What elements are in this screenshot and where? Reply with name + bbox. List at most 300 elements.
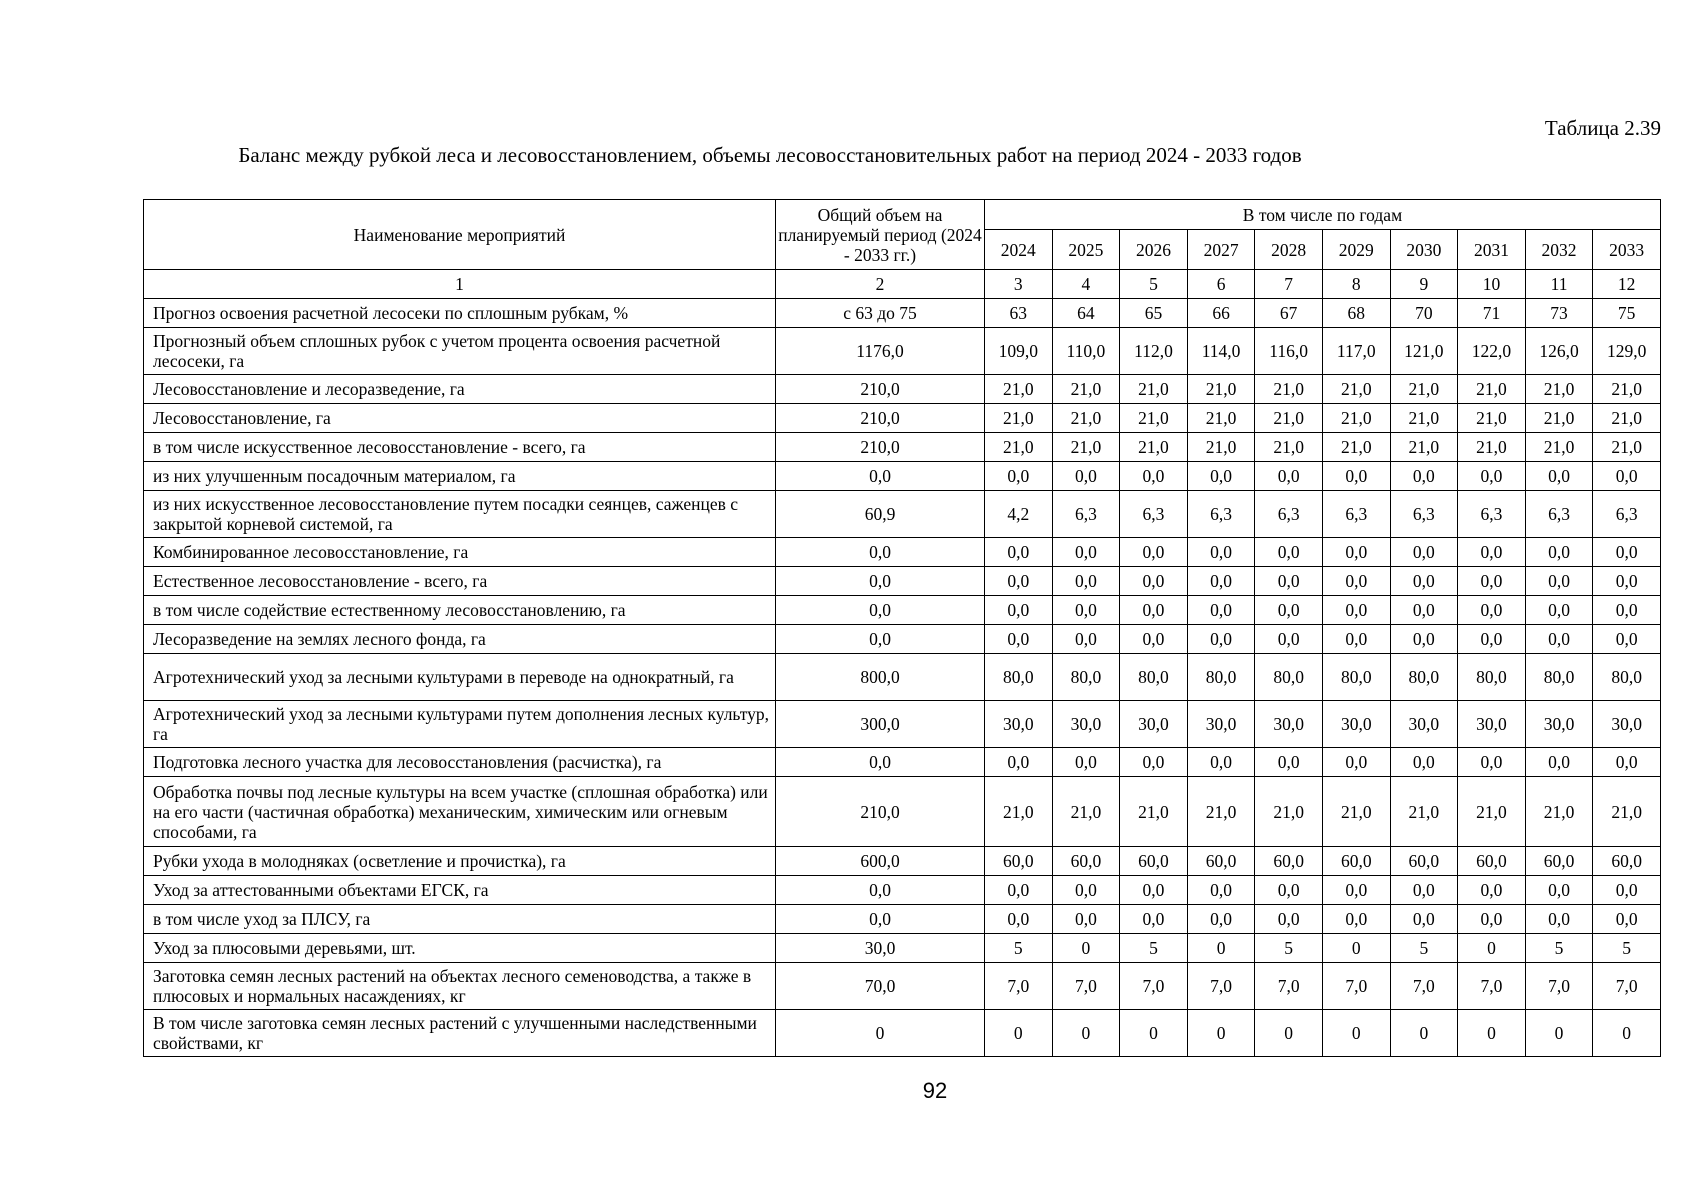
row-year-value: 80,0 [1458,654,1526,701]
row-year-value: 21,0 [1052,433,1120,462]
row-year-value: 7,0 [1593,963,1661,1010]
row-name: Комбинированное лесовосстановление, га [144,538,776,567]
row-total: 210,0 [776,404,985,433]
row-year-value: 7,0 [1525,963,1593,1010]
row-year-value: 6,3 [1120,491,1188,538]
row-year-value: 0,0 [985,538,1053,567]
row-year-value: 5 [1120,934,1188,963]
row-year-value: 110,0 [1052,328,1120,375]
row-year-value: 122,0 [1458,328,1526,375]
header-year: 2028 [1255,230,1323,270]
row-name: Заготовка семян лесных растений на объектах лесного семеноводства, а также в плюсовых и нормальных насаждениях, кг [144,963,776,1010]
row-total: 30,0 [776,934,985,963]
table-row [144,905,1661,934]
row-year-value: 0 [1322,1010,1390,1057]
row-year-value: 6,3 [1525,491,1593,538]
row-year-value: 21,0 [1187,777,1255,847]
row-year-value: 0 [1322,934,1390,963]
row-total: 800,0 [776,654,985,701]
row-total: 0 [776,1010,985,1057]
row-total: 210,0 [776,433,985,462]
row-year-value: 30,0 [1593,701,1661,748]
column-number: 12 [1593,270,1661,299]
row-year-value: 80,0 [1187,654,1255,701]
row-name: в том числе уход за ПЛСУ, га [144,905,776,934]
row-name: Лесоразведение на землях лесного фонда, га [144,625,776,654]
row-year-value: 7,0 [985,963,1053,1010]
row-year-value: 0,0 [1458,625,1526,654]
row-name: Рубки ухода в молодняках (осветление и прочистка), га [144,847,776,876]
row-total: с 63 до 75 [776,299,985,328]
row-year-value: 21,0 [1052,404,1120,433]
row-year-value: 0,0 [1052,905,1120,934]
table-row [144,777,1661,847]
table-row [144,567,1661,596]
row-year-value: 21,0 [1390,777,1458,847]
row-year-value: 126,0 [1525,328,1593,375]
row-name: Прогнозный объем сплошных рубок с учетом процента освоения расчетной лесосеки, га [144,328,776,375]
row-year-value: 75 [1593,299,1661,328]
row-year-value: 80,0 [985,654,1053,701]
row-year-value: 71 [1458,299,1526,328]
row-year-value: 21,0 [1593,777,1661,847]
row-year-value: 21,0 [985,777,1053,847]
row-year-value: 6,3 [1255,491,1323,538]
row-year-value: 30,0 [985,701,1053,748]
row-year-value: 0,0 [1187,625,1255,654]
row-year-value: 80,0 [1255,654,1323,701]
row-year-value: 0,0 [1458,876,1526,905]
row-year-value: 0,0 [1322,905,1390,934]
header-year: 2029 [1322,230,1390,270]
row-year-value: 21,0 [1593,433,1661,462]
row-year-value: 0,0 [1322,876,1390,905]
row-year-value: 0,0 [1458,567,1526,596]
row-year-value: 21,0 [1322,777,1390,847]
row-total: 0,0 [776,462,985,491]
row-year-value: 21,0 [1120,375,1188,404]
row-year-value: 30,0 [1052,701,1120,748]
column-number: 3 [985,270,1053,299]
row-year-value: 60,0 [985,847,1053,876]
row-year-value: 21,0 [1120,777,1188,847]
row-year-value: 0,0 [1390,538,1458,567]
row-year-value: 80,0 [1390,654,1458,701]
row-year-value: 5 [1390,934,1458,963]
row-year-value: 0,0 [985,567,1053,596]
row-year-value: 7,0 [1120,963,1188,1010]
row-year-value: 0,0 [1322,748,1390,777]
row-name: Лесовосстановление и лесоразведение, га [144,375,776,404]
row-year-value: 0 [1593,1010,1661,1057]
table-row [144,596,1661,625]
row-year-value: 21,0 [1187,433,1255,462]
row-year-value: 21,0 [1525,375,1593,404]
table-row [144,701,1661,748]
row-year-value: 0,0 [1390,876,1458,905]
row-name: Обработка почвы под лесные культуры на всем участке (сплошная обработка) или на его части (частичная обработка) механическим, химическим или огневым способами, га [144,777,776,847]
row-year-value: 0,0 [1187,462,1255,491]
row-year-value: 114,0 [1187,328,1255,375]
row-year-value: 121,0 [1390,328,1458,375]
row-year-value: 0,0 [1120,567,1188,596]
row-year-value: 21,0 [1255,777,1323,847]
table-row [144,934,1661,963]
row-name: в том числе содействие естественному лесовосстановлению, га [144,596,776,625]
column-number: 11 [1525,270,1593,299]
row-name: из них улучшенным посадочным материалом, га [144,462,776,491]
row-year-value: 0,0 [1390,748,1458,777]
row-year-value: 0,0 [985,625,1053,654]
row-year-value: 30,0 [1390,701,1458,748]
row-year-value: 0,0 [1120,538,1188,567]
table-row [144,462,1661,491]
row-year-value: 64 [1052,299,1120,328]
row-year-value: 21,0 [1120,433,1188,462]
row-year-value: 0,0 [1120,596,1188,625]
document-title: Баланс между рубкой леса и лесовосстановлением, объемы лесовосстановительных работ на период 2024 - 2033 годов [238,143,1302,167]
row-year-value: 0,0 [1120,462,1188,491]
row-year-value: 0 [1052,1010,1120,1057]
row-year-value: 6,3 [1322,491,1390,538]
row-year-value: 21,0 [985,375,1053,404]
row-year-value: 6,3 [1593,491,1661,538]
row-total: 300,0 [776,701,985,748]
row-total: 600,0 [776,847,985,876]
header-name-column: Наименование мероприятий [144,200,776,270]
row-year-value: 21,0 [1390,404,1458,433]
row-total: 0,0 [776,905,985,934]
row-year-value: 68 [1322,299,1390,328]
row-year-value: 6,3 [1458,491,1526,538]
row-year-value: 7,0 [1052,963,1120,1010]
row-total: 60,9 [776,491,985,538]
row-year-value: 0,0 [1255,876,1323,905]
row-year-value: 21,0 [1525,404,1593,433]
row-year-value: 30,0 [1187,701,1255,748]
row-year-value: 5 [1593,934,1661,963]
row-year-value: 0,0 [1120,876,1188,905]
row-year-value: 21,0 [1593,375,1661,404]
row-year-value: 21,0 [1322,404,1390,433]
row-name: Уход за аттестованными объектами ЕГСК, га [144,876,776,905]
row-year-value: 0,0 [1593,567,1661,596]
row-year-value: 0,0 [1593,625,1661,654]
table-row [144,328,1661,375]
balance-table [143,199,1661,1057]
row-year-value: 0,0 [1458,748,1526,777]
row-year-value: 80,0 [1322,654,1390,701]
row-total: 1176,0 [776,328,985,375]
row-year-value: 21,0 [1458,777,1526,847]
header-total-column: Общий объем на планируемый период (2024 - 2033 гг.) [776,200,985,270]
row-year-value: 0,0 [1390,625,1458,654]
row-year-value: 0 [1458,1010,1526,1057]
row-year-value: 0,0 [1052,625,1120,654]
column-number: 2 [776,270,985,299]
row-year-value: 5 [1525,934,1593,963]
row-year-value: 21,0 [1120,404,1188,433]
row-year-value: 0,0 [1525,567,1593,596]
row-year-value: 21,0 [1458,433,1526,462]
row-year-value: 21,0 [1255,433,1323,462]
row-name: Уход за плюсовыми деревьями, шт. [144,934,776,963]
row-year-value: 0,0 [985,905,1053,934]
row-year-value: 0,0 [1390,462,1458,491]
table-row [144,876,1661,905]
row-year-value: 0,0 [1322,538,1390,567]
row-year-value: 80,0 [1052,654,1120,701]
row-year-value: 30,0 [1458,701,1526,748]
row-year-value: 6,3 [1390,491,1458,538]
row-year-value: 80,0 [1525,654,1593,701]
row-year-value: 21,0 [1187,404,1255,433]
row-year-value: 21,0 [1052,777,1120,847]
row-name: Агротехнический уход за лесными культурами путем дополнения лесных культур, га [144,701,776,748]
row-year-value: 5 [985,934,1053,963]
row-year-value: 60,0 [1390,847,1458,876]
row-year-value: 0,0 [1390,567,1458,596]
row-total: 210,0 [776,777,985,847]
row-year-value: 21,0 [1458,404,1526,433]
row-year-value: 21,0 [1390,433,1458,462]
row-year-value: 21,0 [985,404,1053,433]
row-year-value: 21,0 [1322,433,1390,462]
row-year-value: 30,0 [1322,701,1390,748]
table-row [144,491,1661,538]
row-year-value: 0,0 [1187,748,1255,777]
row-total: 0,0 [776,567,985,596]
row-year-value: 66 [1187,299,1255,328]
row-year-value: 0,0 [1458,538,1526,567]
row-year-value: 60,0 [1593,847,1661,876]
row-year-value: 0,0 [1525,876,1593,905]
table-row [144,654,1661,701]
row-year-value: 0,0 [985,462,1053,491]
row-year-value: 0,0 [1593,748,1661,777]
row-year-value: 7,0 [1390,963,1458,1010]
table-row [144,748,1661,777]
row-total: 0,0 [776,596,985,625]
row-year-value: 60,0 [1120,847,1188,876]
row-year-value: 0,0 [1322,596,1390,625]
row-year-value: 0 [1390,1010,1458,1057]
row-name: Прогноз освоения расчетной лесосеки по сплошным рубкам, % [144,299,776,328]
row-year-value: 0,0 [1593,876,1661,905]
row-year-value: 0,0 [1525,462,1593,491]
row-name: Подготовка лесного участка для лесовосстановления (расчистка), га [144,748,776,777]
row-year-value: 0,0 [1458,905,1526,934]
row-year-value: 0,0 [1052,567,1120,596]
row-year-value: 0,0 [1255,748,1323,777]
row-year-value: 60,0 [1458,847,1526,876]
row-year-value: 0,0 [1593,905,1661,934]
row-year-value: 21,0 [1322,375,1390,404]
row-name: Естественное лесовосстановление - всего, га [144,567,776,596]
row-year-value: 0,0 [1322,462,1390,491]
row-year-value: 0,0 [985,876,1053,905]
row-year-value: 21,0 [1052,375,1120,404]
header-year: 2027 [1187,230,1255,270]
table-row [144,433,1661,462]
row-year-value: 21,0 [985,433,1053,462]
column-number: 5 [1120,270,1188,299]
row-year-value: 0,0 [1052,596,1120,625]
row-total: 210,0 [776,375,985,404]
row-year-value: 4,2 [985,491,1053,538]
table-row [144,299,1661,328]
row-year-value: 0 [1187,1010,1255,1057]
table-row [144,625,1661,654]
row-year-value: 109,0 [985,328,1053,375]
table-row [144,963,1661,1010]
row-year-value: 65 [1120,299,1188,328]
row-year-value: 80,0 [1120,654,1188,701]
row-year-value: 0,0 [1052,876,1120,905]
row-year-value: 117,0 [1322,328,1390,375]
header-year: 2033 [1593,230,1661,270]
row-year-value: 0,0 [985,596,1053,625]
column-number: 9 [1390,270,1458,299]
row-year-value: 60,0 [1052,847,1120,876]
table-row [144,404,1661,433]
row-total: 0,0 [776,625,985,654]
row-year-value: 60,0 [1322,847,1390,876]
table-row [144,847,1661,876]
row-year-value: 0,0 [1322,625,1390,654]
row-year-value: 0 [985,1010,1053,1057]
column-number: 8 [1322,270,1390,299]
column-number: 6 [1187,270,1255,299]
row-year-value: 0,0 [1255,567,1323,596]
row-year-value: 0,0 [1458,462,1526,491]
table-row [144,375,1661,404]
row-year-value: 7,0 [1255,963,1323,1010]
row-year-value: 60,0 [1255,847,1323,876]
row-name: из них искусственное лесовосстановление путем посадки сеянцев, саженцев с закрытой корневой системой, га [144,491,776,538]
row-year-value: 0,0 [1052,538,1120,567]
row-year-value: 21,0 [1593,404,1661,433]
row-year-value: 0,0 [1187,596,1255,625]
row-year-value: 30,0 [1255,701,1323,748]
row-year-value: 0,0 [1187,538,1255,567]
row-year-value: 70 [1390,299,1458,328]
row-year-value: 30,0 [1120,701,1188,748]
table-label: Таблица 2.39 [1544,116,1661,140]
row-year-value: 0,0 [1525,596,1593,625]
row-year-value: 0,0 [1255,462,1323,491]
row-year-value: 0,0 [1120,905,1188,934]
row-year-value: 67 [1255,299,1323,328]
row-total: 0,0 [776,876,985,905]
header-year: 2025 [1052,230,1120,270]
row-year-value: 0 [1255,1010,1323,1057]
row-year-value: 0,0 [1525,748,1593,777]
row-year-value: 0,0 [1593,462,1661,491]
row-year-value: 116,0 [1255,328,1323,375]
row-year-value: 0 [1120,1010,1188,1057]
row-year-value: 0,0 [1593,538,1661,567]
row-year-value: 0 [1525,1010,1593,1057]
table-row [144,1010,1661,1057]
row-year-value: 21,0 [1390,375,1458,404]
row-year-value: 0,0 [1255,538,1323,567]
row-total: 70,0 [776,963,985,1010]
row-year-value: 0 [1458,934,1526,963]
column-number: 10 [1458,270,1526,299]
row-year-value: 129,0 [1593,328,1661,375]
row-year-value: 80,0 [1593,654,1661,701]
row-year-value: 73 [1525,299,1593,328]
row-year-value: 21,0 [1525,777,1593,847]
page-number: 92 [922,1078,948,1103]
header-year: 2031 [1458,230,1526,270]
row-year-value: 21,0 [1255,404,1323,433]
row-year-value: 0 [1052,934,1120,963]
row-year-value: 0,0 [1052,462,1120,491]
row-year-value: 0,0 [1187,567,1255,596]
row-name: Лесовосстановление, га [144,404,776,433]
row-year-value: 7,0 [1187,963,1255,1010]
row-year-value: 63 [985,299,1053,328]
table-row [144,538,1661,567]
row-year-value: 30,0 [1525,701,1593,748]
row-year-value: 21,0 [1187,375,1255,404]
header-year: 2032 [1525,230,1593,270]
row-year-value: 0,0 [1255,625,1323,654]
row-year-value: 112,0 [1120,328,1188,375]
column-number: 4 [1052,270,1120,299]
row-year-value: 0,0 [1255,596,1323,625]
row-year-value: 6,3 [1187,491,1255,538]
header-years-group: В том числе по годам [985,200,1661,230]
row-year-value: 0,0 [1052,748,1120,777]
row-year-value: 0,0 [1120,748,1188,777]
row-total: 0,0 [776,538,985,567]
row-year-value: 0,0 [1187,905,1255,934]
row-year-value: 21,0 [1458,375,1526,404]
row-year-value: 5 [1255,934,1323,963]
header-year: 2026 [1120,230,1188,270]
row-year-value: 0,0 [985,748,1053,777]
row-year-value: 0,0 [1120,625,1188,654]
column-number: 1 [144,270,776,299]
row-year-value: 0,0 [1525,905,1593,934]
row-year-value: 0,0 [1525,538,1593,567]
row-name: в том числе искусственное лесовосстановление - всего, га [144,433,776,462]
column-number: 7 [1255,270,1323,299]
row-year-value: 0,0 [1390,596,1458,625]
row-year-value: 21,0 [1525,433,1593,462]
row-year-value: 0,0 [1187,876,1255,905]
row-total: 0,0 [776,748,985,777]
row-year-value: 0,0 [1390,905,1458,934]
row-year-value: 60,0 [1187,847,1255,876]
row-year-value: 7,0 [1322,963,1390,1010]
row-year-value: 0,0 [1458,596,1526,625]
row-year-value: 7,0 [1458,963,1526,1010]
row-year-value: 0,0 [1255,905,1323,934]
header-year: 2030 [1390,230,1458,270]
row-year-value: 60,0 [1525,847,1593,876]
row-year-value: 21,0 [1255,375,1323,404]
row-name: Агротехнический уход за лесными культурами в переводе на однократный, га [144,654,776,701]
row-year-value: 0,0 [1322,567,1390,596]
row-year-value: 0,0 [1525,625,1593,654]
row-year-value: 6,3 [1052,491,1120,538]
row-year-value: 0 [1187,934,1255,963]
row-name: В том числе заготовка семян лесных растений с улучшенными наследственными свойствами, кг [144,1010,776,1057]
